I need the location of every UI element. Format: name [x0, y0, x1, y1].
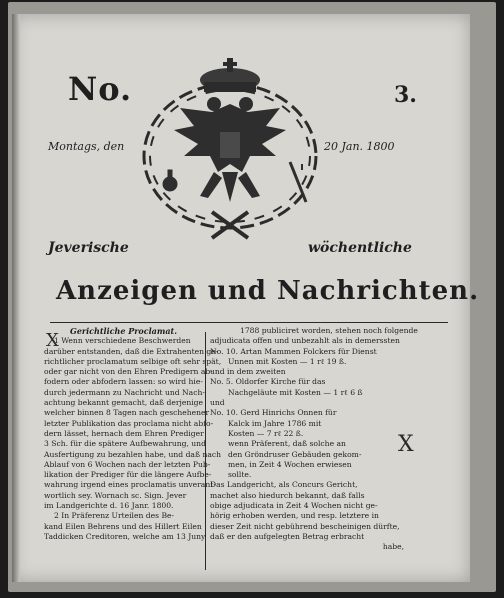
text-line: kand Eilen Behrens und des Hillert Eilen	[44, 521, 202, 531]
text-line: achtung bekannt gemacht, daß derjenige	[44, 398, 203, 408]
text-line: letzter Publikation das proclama nicht abfo-	[44, 418, 214, 428]
text-line: dern lässet, hernach dem Ehren Prediger	[44, 428, 204, 438]
text-line: adjudicata offen und unbezahlt als in demerssten	[210, 336, 400, 346]
issue-number: 3.	[394, 82, 417, 108]
text-line: wortlich sey. Wornach sc. Sign. Jever	[44, 490, 187, 500]
number-label: No.	[68, 70, 133, 108]
text-line: sollte.	[228, 470, 252, 480]
text-line: und	[210, 398, 225, 408]
text-line: obige adjudicata in Zeit 4 Wochen nicht ge-	[210, 501, 378, 511]
section-title: Gerichtliche Proclamat.	[70, 326, 177, 336]
text-line: Nachgeläute mit Kosten — 1 rℓ 6 ß	[228, 387, 363, 397]
text-line: richtlicher proclamatum selbige oft sehr spät,	[44, 356, 222, 366]
text-line: fodern oder abfodern lassen: so wird hie-	[44, 377, 203, 387]
text-line: Taddicken Creditoren, welche am 13 Juny	[44, 531, 206, 541]
right-column	[210, 326, 418, 553]
margin-mark-right: X	[398, 432, 414, 457]
issue-date: 20 Jan. 1800	[324, 140, 395, 153]
text-line: No. 10. Artan Mammen Folckers für Dienst	[210, 346, 377, 356]
text-line: dieser Zeit nicht gebührend bescheinigen dürfte,	[210, 521, 400, 531]
text-line: men, in Zeit 4 Wochen erwiesen	[228, 459, 352, 469]
text-line: darüber entstanden, daß die Extrahenten ge-	[44, 346, 219, 356]
eagle-emblem-icon	[130, 52, 330, 242]
text-line: 1 Wenn verschiedene Beschwerden	[54, 336, 191, 346]
header-rule	[50, 322, 448, 323]
text-line: Das Landgericht, als Concurs Gericht,	[210, 480, 358, 490]
text-line: 2 In Präferenz Urteilen des Be-	[54, 511, 175, 521]
text-line: likation der Prediger für die längere Aufbe-	[44, 470, 212, 480]
subtitle-right: wöchentliche	[308, 240, 412, 256]
page-spine	[12, 14, 20, 582]
issue-day: Montags, den	[48, 140, 125, 153]
text-line: habe,	[382, 542, 404, 552]
left-column	[44, 326, 222, 542]
text-line: No. 10. Gerd Hinrichs Onnen für	[210, 408, 337, 418]
text-line: Ausfertigung zu bezahlen habe, und daß nach	[44, 449, 222, 459]
text-line: den Gröndruser Gebäuden gekom-	[228, 449, 362, 459]
text-line: 1788 publiciret worden, stehen noch folgende	[240, 326, 418, 335]
text-line: wahrung irgend eines proclamatis unverant-	[44, 480, 216, 490]
text-line: 3 Sch. für die spätere Aufbewahrung, und	[44, 439, 206, 449]
text-line: hörig erhoben werden, und resp. letztere in	[210, 511, 379, 521]
newspaper-page	[12, 14, 480, 582]
text-line: welcher binnen 8 Tagen nach geschehener	[44, 408, 210, 418]
text-line: und in dem zweiten	[210, 367, 286, 377]
subtitle-left: Jeverische	[48, 240, 129, 256]
text-line: im Landgerichte d. 16 Janr. 1800.	[44, 501, 174, 511]
text-line: wenn Präferent, daß solche an	[228, 439, 346, 449]
text-line: daß er den aufgelegten Betrag erbracht	[210, 531, 365, 541]
text-line: durch jedermann zu Nachricht und Nach-	[44, 387, 205, 397]
text-line: Kalck im Jahre 1786 mit	[228, 418, 322, 428]
text-line: Ablauf von 6 Wochen nach der letzten Pub-	[44, 459, 211, 469]
text-line: oder gar nicht von den Ehren Predigern ab-	[44, 367, 213, 377]
masthead-title: Anzeigen und Nachrichten.	[56, 276, 480, 306]
text-line: Kosten — 7 rℓ 22 ß.	[228, 428, 304, 438]
text-line: No. 5. Oldorfer Kirche für das	[210, 377, 326, 387]
text-line: Unnen mit Kosten — 1 rℓ 19 ß.	[228, 356, 347, 366]
text-line: machet also hiedurch bekannt, daß falls	[210, 490, 365, 500]
margin-mark-left: X	[46, 330, 59, 351]
